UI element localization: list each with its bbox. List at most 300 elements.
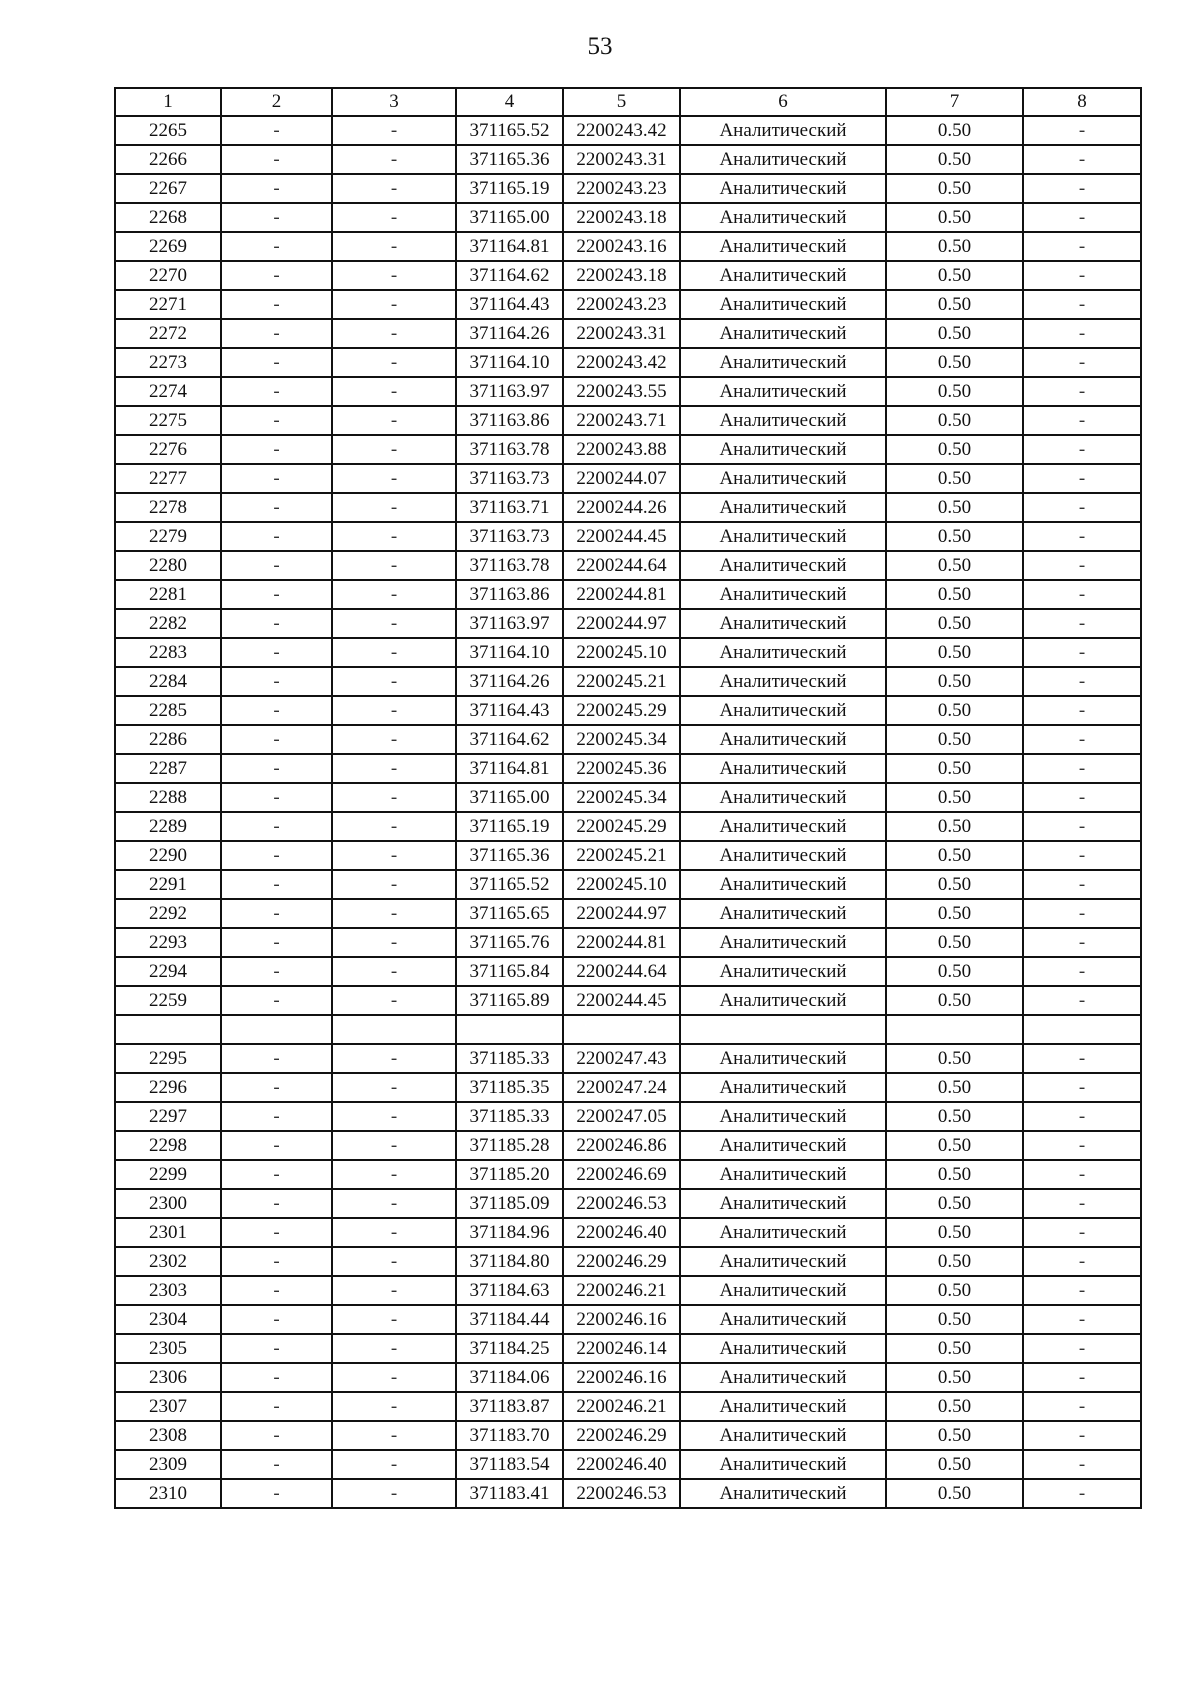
- table-cell: 0.50: [886, 667, 1023, 696]
- table-cell: -: [221, 1131, 332, 1160]
- table-row: [115, 1189, 1141, 1218]
- table-cell: -: [1023, 1450, 1141, 1479]
- table-cell: -: [221, 1421, 332, 1450]
- table-cell: 0.50: [886, 609, 1023, 638]
- table-row: [115, 551, 1141, 580]
- table-cell: 2200243.18: [563, 203, 680, 232]
- column-header: 1: [115, 88, 221, 116]
- table-cell: 0.50: [886, 1044, 1023, 1073]
- table-cell: 2200243.42: [563, 116, 680, 145]
- table-cell: -: [221, 348, 332, 377]
- table-cell: [332, 1015, 456, 1044]
- table-cell: -: [1023, 1392, 1141, 1421]
- table-cell: 371163.86: [456, 580, 563, 609]
- table-cell: Аналитический: [680, 1450, 886, 1479]
- table-row: [115, 116, 1141, 145]
- table-cell: 2200246.53: [563, 1189, 680, 1218]
- table-cell: 0.50: [886, 1218, 1023, 1247]
- table-cell: -: [1023, 899, 1141, 928]
- table-cell: 0.50: [886, 232, 1023, 261]
- table-cell: 371165.00: [456, 783, 563, 812]
- table-cell: 0.50: [886, 957, 1023, 986]
- table-cell: Аналитический: [680, 841, 886, 870]
- table-row: [115, 1363, 1141, 1392]
- table-cell: Аналитический: [680, 580, 886, 609]
- table-cell: -: [1023, 261, 1141, 290]
- table-cell: 2200244.81: [563, 928, 680, 957]
- table-cell: -: [1023, 1131, 1141, 1160]
- table-cell: -: [332, 435, 456, 464]
- table-cell: -: [1023, 1160, 1141, 1189]
- table-cell: -: [332, 1218, 456, 1247]
- table-cell: -: [221, 870, 332, 899]
- table-cell: 2302: [115, 1247, 221, 1276]
- table-cell: -: [1023, 145, 1141, 174]
- table-cell: -: [332, 551, 456, 580]
- table-cell: -: [332, 783, 456, 812]
- table-row: [115, 145, 1141, 174]
- table-cell: 371163.97: [456, 377, 563, 406]
- table-cell: Аналитический: [680, 377, 886, 406]
- table-cell: -: [1023, 1334, 1141, 1363]
- table-cell: -: [1023, 116, 1141, 145]
- table-cell: -: [332, 1102, 456, 1131]
- table-cell: Аналитический: [680, 116, 886, 145]
- table-cell: 2200244.64: [563, 551, 680, 580]
- table-cell: 371163.73: [456, 522, 563, 551]
- table-cell: Аналитический: [680, 1276, 886, 1305]
- table-cell: -: [332, 1276, 456, 1305]
- table-cell: Аналитический: [680, 1218, 886, 1247]
- table-cell: -: [332, 580, 456, 609]
- table-cell: Аналитический: [680, 522, 886, 551]
- table-cell: -: [221, 377, 332, 406]
- table-cell: -: [1023, 783, 1141, 812]
- table-cell: -: [332, 986, 456, 1015]
- table-cell: 2309: [115, 1450, 221, 1479]
- table-cell: 2279: [115, 522, 221, 551]
- table-cell: 2288: [115, 783, 221, 812]
- table-cell: 371183.70: [456, 1421, 563, 1450]
- table-cell: 2200243.18: [563, 261, 680, 290]
- table-cell: 2259: [115, 986, 221, 1015]
- table-cell: Аналитический: [680, 232, 886, 261]
- table-cell: 2285: [115, 696, 221, 725]
- table-cell: 0.50: [886, 261, 1023, 290]
- table-cell: -: [221, 783, 332, 812]
- table-cell: Аналитический: [680, 1479, 886, 1508]
- table-cell: 0.50: [886, 406, 1023, 435]
- table-cell: Аналитический: [680, 319, 886, 348]
- table-cell: -: [221, 1160, 332, 1189]
- table-cell: 2200244.97: [563, 609, 680, 638]
- table-cell: 0.50: [886, 1131, 1023, 1160]
- table-cell: 2200246.21: [563, 1276, 680, 1305]
- table-cell: 0.50: [886, 783, 1023, 812]
- table-cell: -: [221, 319, 332, 348]
- table-cell: 0.50: [886, 870, 1023, 899]
- column-header: 8: [1023, 88, 1141, 116]
- table-cell: -: [221, 580, 332, 609]
- table-cell: -: [1023, 232, 1141, 261]
- table-cell: -: [332, 377, 456, 406]
- table-cell: 371184.44: [456, 1305, 563, 1334]
- table-cell: 371163.78: [456, 551, 563, 580]
- column-header: 2: [221, 88, 332, 116]
- table-cell: 371163.86: [456, 406, 563, 435]
- table-cell: -: [332, 667, 456, 696]
- table-cell: -: [221, 522, 332, 551]
- table-cell: -: [221, 1218, 332, 1247]
- table-cell: 2304: [115, 1305, 221, 1334]
- table-cell: -: [332, 609, 456, 638]
- table-cell: Аналитический: [680, 435, 886, 464]
- table-cell: -: [221, 928, 332, 957]
- page-number: 53: [587, 33, 613, 60]
- table-cell: -: [1023, 551, 1141, 580]
- table-cell: Аналитический: [680, 696, 886, 725]
- table-row: [115, 1247, 1141, 1276]
- table-cell: -: [332, 957, 456, 986]
- table-cell: 2266: [115, 145, 221, 174]
- table-cell: 371164.81: [456, 754, 563, 783]
- table-cell: 371185.20: [456, 1160, 563, 1189]
- coordinates-table: [114, 87, 1142, 1509]
- table-cell: 0.50: [886, 1276, 1023, 1305]
- table-cell: 0.50: [886, 493, 1023, 522]
- table-cell: -: [1023, 928, 1141, 957]
- table-cell: -: [332, 1160, 456, 1189]
- table-cell: 2286: [115, 725, 221, 754]
- table-cell: -: [1023, 290, 1141, 319]
- table-cell: 2290: [115, 841, 221, 870]
- table-cell: -: [1023, 1218, 1141, 1247]
- table-cell: -: [332, 812, 456, 841]
- table-cell: 371165.36: [456, 145, 563, 174]
- table-cell: 371185.28: [456, 1131, 563, 1160]
- table-cell: 371165.19: [456, 174, 563, 203]
- table-cell: -: [1023, 725, 1141, 754]
- table-cell: 2200244.45: [563, 522, 680, 551]
- table-row: [115, 1305, 1141, 1334]
- table-row: [115, 406, 1141, 435]
- table-cell: -: [332, 522, 456, 551]
- table-cell: -: [1023, 1073, 1141, 1102]
- table-cell: 2200243.55: [563, 377, 680, 406]
- table-cell: -: [221, 145, 332, 174]
- table-cell: 2310: [115, 1479, 221, 1508]
- table-cell: -: [1023, 1363, 1141, 1392]
- table-row: [115, 174, 1141, 203]
- table-cell: Аналитический: [680, 957, 886, 986]
- table-cell: 371164.81: [456, 232, 563, 261]
- table-cell: -: [1023, 754, 1141, 783]
- table-cell: 371183.54: [456, 1450, 563, 1479]
- table-cell: -: [1023, 522, 1141, 551]
- table-cell: 2200243.23: [563, 290, 680, 319]
- table-cell: 2298: [115, 1131, 221, 1160]
- table-cell: -: [221, 116, 332, 145]
- table-cell: -: [1023, 203, 1141, 232]
- column-header: 6: [680, 88, 886, 116]
- table-cell: -: [332, 1392, 456, 1421]
- table-cell: 2272: [115, 319, 221, 348]
- table-cell: 2291: [115, 870, 221, 899]
- table-cell: -: [221, 667, 332, 696]
- table-cell: -: [332, 725, 456, 754]
- table-cell: -: [221, 261, 332, 290]
- table-cell: -: [1023, 638, 1141, 667]
- table-cell: 0.50: [886, 841, 1023, 870]
- table-cell: -: [1023, 667, 1141, 696]
- table-cell: -: [221, 551, 332, 580]
- table-row: [115, 377, 1141, 406]
- table-cell: 371184.96: [456, 1218, 563, 1247]
- table-row: [115, 754, 1141, 783]
- table-cell: 2283: [115, 638, 221, 667]
- table-cell: 2200243.31: [563, 319, 680, 348]
- table-cell: [680, 1015, 886, 1044]
- table-row: [115, 783, 1141, 812]
- table-cell: 2200246.40: [563, 1450, 680, 1479]
- table-cell: -: [221, 754, 332, 783]
- table-cell: 371164.43: [456, 290, 563, 319]
- table-cell: 371165.84: [456, 957, 563, 986]
- table-cell: -: [332, 899, 456, 928]
- table-cell: -: [221, 1247, 332, 1276]
- table-cell: 2200245.29: [563, 696, 680, 725]
- table-cell: 2301: [115, 1218, 221, 1247]
- table-cell: 371183.41: [456, 1479, 563, 1508]
- table-cell: -: [1023, 1305, 1141, 1334]
- table-row: [115, 319, 1141, 348]
- table-cell: 2200244.81: [563, 580, 680, 609]
- table-cell: -: [332, 1421, 456, 1450]
- table-cell: 2200243.88: [563, 435, 680, 464]
- table-cell: -: [1023, 580, 1141, 609]
- table-cell: 2295: [115, 1044, 221, 1073]
- table-cell: 371163.73: [456, 464, 563, 493]
- table-cell: 371165.76: [456, 928, 563, 957]
- table-cell: -: [1023, 174, 1141, 203]
- table-cell: Аналитический: [680, 1102, 886, 1131]
- table-cell: -: [332, 1305, 456, 1334]
- table-cell: 0.50: [886, 1479, 1023, 1508]
- table-cell: -: [1023, 812, 1141, 841]
- table-cell: 2200247.43: [563, 1044, 680, 1073]
- table-cell: 0.50: [886, 928, 1023, 957]
- table-cell: -: [221, 1044, 332, 1073]
- table-cell: -: [221, 1276, 332, 1305]
- table-cell: 2200246.16: [563, 1363, 680, 1392]
- table-cell: 2269: [115, 232, 221, 261]
- table-cell: 0.50: [886, 1334, 1023, 1363]
- table-cell: Аналитический: [680, 1334, 886, 1363]
- table-cell: -: [221, 1073, 332, 1102]
- table-cell: -: [332, 1479, 456, 1508]
- table-row: [115, 1218, 1141, 1247]
- table-cell: 0.50: [886, 464, 1023, 493]
- table-cell: -: [332, 841, 456, 870]
- table-cell: -: [1023, 377, 1141, 406]
- table-cell: 371164.10: [456, 348, 563, 377]
- table-cell: 0.50: [886, 116, 1023, 145]
- table-row: [115, 203, 1141, 232]
- table-cell: -: [221, 638, 332, 667]
- table-cell: [1023, 1015, 1141, 1044]
- table-cell: Аналитический: [680, 870, 886, 899]
- table-cell: 371184.25: [456, 1334, 563, 1363]
- table-cell: 2200244.26: [563, 493, 680, 522]
- table-cell: 2289: [115, 812, 221, 841]
- table-row: [115, 1392, 1141, 1421]
- table-row: [115, 493, 1141, 522]
- table-cell: 2200245.21: [563, 841, 680, 870]
- table-cell: -: [221, 1305, 332, 1334]
- table-cell: -: [1023, 1276, 1141, 1305]
- table-cell: 2265: [115, 116, 221, 145]
- table-cell: 2200245.21: [563, 667, 680, 696]
- table-cell: 371185.33: [456, 1044, 563, 1073]
- table-cell: 0.50: [886, 899, 1023, 928]
- table-row: [115, 841, 1141, 870]
- table-cell: -: [1023, 464, 1141, 493]
- table-cell: -: [1023, 1247, 1141, 1276]
- table-row: [115, 1276, 1141, 1305]
- table-cell: 2305: [115, 1334, 221, 1363]
- table-cell: 2200246.16: [563, 1305, 680, 1334]
- table-cell: Аналитический: [680, 609, 886, 638]
- table-row: [115, 522, 1141, 551]
- table-cell: 2307: [115, 1392, 221, 1421]
- table-cell: 2276: [115, 435, 221, 464]
- table-cell: -: [1023, 435, 1141, 464]
- table-cell: Аналитический: [680, 1044, 886, 1073]
- table-cell: -: [1023, 493, 1141, 522]
- table-cell: -: [221, 957, 332, 986]
- table-cell: -: [221, 174, 332, 203]
- table-row: [115, 899, 1141, 928]
- table-cell: 0.50: [886, 319, 1023, 348]
- table-cell: -: [332, 1131, 456, 1160]
- table-cell: 371184.80: [456, 1247, 563, 1276]
- table-cell: 371163.97: [456, 609, 563, 638]
- table-cell: 2200243.71: [563, 406, 680, 435]
- table-cell: 2300: [115, 1189, 221, 1218]
- table-cell: 2297: [115, 1102, 221, 1131]
- table-cell: [221, 1015, 332, 1044]
- table-cell: 2200246.40: [563, 1218, 680, 1247]
- table-cell: -: [221, 232, 332, 261]
- table-cell: -: [332, 145, 456, 174]
- table-row: [115, 435, 1141, 464]
- table-cell: -: [332, 203, 456, 232]
- table-cell: -: [332, 232, 456, 261]
- table-cell: -: [332, 464, 456, 493]
- table-cell: -: [332, 116, 456, 145]
- table-cell: 371165.00: [456, 203, 563, 232]
- table-cell: -: [1023, 986, 1141, 1015]
- table-row: [115, 638, 1141, 667]
- table-cell: 2200244.45: [563, 986, 680, 1015]
- table-cell: -: [221, 1102, 332, 1131]
- table-cell: -: [332, 1044, 456, 1073]
- table-cell: 2200245.29: [563, 812, 680, 841]
- table-cell: -: [221, 290, 332, 319]
- table-cell: 2200244.07: [563, 464, 680, 493]
- table-cell: 2274: [115, 377, 221, 406]
- table-row: [115, 667, 1141, 696]
- table-cell: 2200244.97: [563, 899, 680, 928]
- table-row: [115, 986, 1141, 1015]
- table-cell: Аналитический: [680, 899, 886, 928]
- table-cell: 371165.89: [456, 986, 563, 1015]
- table-cell: Аналитический: [680, 261, 886, 290]
- table-cell: -: [332, 1450, 456, 1479]
- table-cell: 0.50: [886, 522, 1023, 551]
- table-cell: 2200246.53: [563, 1479, 680, 1508]
- table-cell: Аналитический: [680, 493, 886, 522]
- column-header: 3: [332, 88, 456, 116]
- table-cell: 0.50: [886, 1305, 1023, 1334]
- table-row: [115, 1131, 1141, 1160]
- table-cell: 2282: [115, 609, 221, 638]
- table-cell: 2200245.10: [563, 870, 680, 899]
- table-cell: -: [332, 870, 456, 899]
- table-cell: 2200244.64: [563, 957, 680, 986]
- table-cell: -: [221, 725, 332, 754]
- table-cell: -: [221, 203, 332, 232]
- table-cell: 371163.71: [456, 493, 563, 522]
- table-cell: 2287: [115, 754, 221, 783]
- table-cell: 2299: [115, 1160, 221, 1189]
- table-row: [115, 232, 1141, 261]
- table-row: [115, 348, 1141, 377]
- table-cell: Аналитический: [680, 406, 886, 435]
- table-cell: -: [221, 1363, 332, 1392]
- table-cell: -: [1023, 841, 1141, 870]
- table-cell: 2270: [115, 261, 221, 290]
- table-cell: -: [1023, 1421, 1141, 1450]
- table-cell: -: [332, 493, 456, 522]
- table-row: [115, 1015, 1141, 1044]
- table-cell: 0.50: [886, 551, 1023, 580]
- table-cell: Аналитический: [680, 928, 886, 957]
- table-cell: Аналитический: [680, 1392, 886, 1421]
- table-cell: 0.50: [886, 725, 1023, 754]
- table-cell: 371185.35: [456, 1073, 563, 1102]
- table-cell: 2308: [115, 1421, 221, 1450]
- table-cell: Аналитический: [680, 1305, 886, 1334]
- table-cell: 371164.10: [456, 638, 563, 667]
- table-cell: 2281: [115, 580, 221, 609]
- table-row: [115, 1102, 1141, 1131]
- table-cell: Аналитический: [680, 1073, 886, 1102]
- table-cell: -: [332, 174, 456, 203]
- table-cell: 2280: [115, 551, 221, 580]
- table-cell: -: [221, 609, 332, 638]
- table-cell: 2200245.34: [563, 783, 680, 812]
- table-cell: 2200246.86: [563, 1131, 680, 1160]
- table-cell: -: [221, 1479, 332, 1508]
- table-cell: 371163.78: [456, 435, 563, 464]
- table-cell: -: [332, 1363, 456, 1392]
- table-cell: 2284: [115, 667, 221, 696]
- table-cell: 371164.26: [456, 667, 563, 696]
- table-cell: 0.50: [886, 348, 1023, 377]
- table-cell: Аналитический: [680, 290, 886, 319]
- table-cell: -: [221, 986, 332, 1015]
